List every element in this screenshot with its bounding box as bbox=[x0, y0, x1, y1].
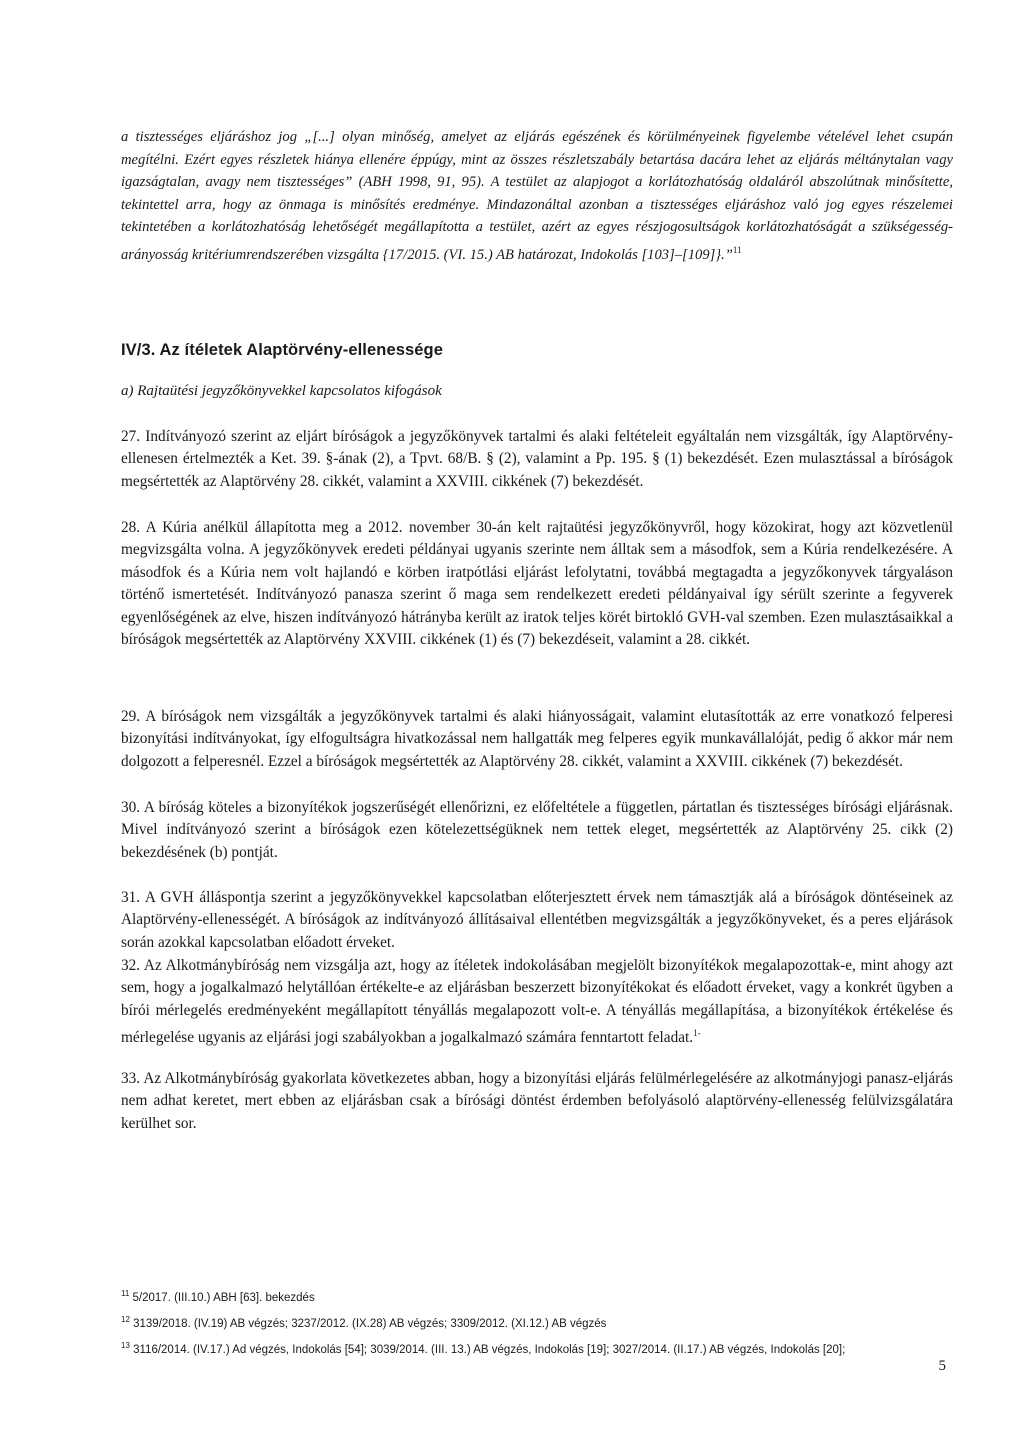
paragraph-31 bbox=[121, 887, 953, 954]
paragraph-number: 27. bbox=[121, 428, 141, 445]
footnote-mark: 12 bbox=[121, 1314, 130, 1324]
paragraph-number: 31. bbox=[121, 889, 141, 906]
quoted-passage bbox=[121, 126, 953, 266]
paragraph-number: 32. bbox=[121, 957, 141, 974]
footnotes bbox=[121, 1283, 953, 1360]
footnote-item: $^{11}$ 5/2017. (III.10.) ABH [63]. bekezdés bbox=[121, 1289, 315, 1304]
paragraph-30 bbox=[121, 797, 953, 864]
paragraph-29 bbox=[121, 706, 953, 773]
paragraph-text: 33. Az Alkotmánybíróság gyakorlata következetes abban, hogy a bizonyítási eljárás felülmérlegelésére az alkotmányjogi panasz-eljárás nem adhat keretet, mert ebben az eljárásban csak a bírósági döntést érdemben befolyásoló alaptörvény-ellenesség felülvizsgálatára kerülhet sor. bbox=[121, 1070, 953, 1132]
paragraph-text: 27. Indítványozó szerint az eljárt bíróságok a jegyzőkönyvek tartalmi és alaki feltételeit egyáltalán nem vizsgálták, így Alaptörvény-ellenesen értelmezték a Ket. 39. §-ának (2), a Tpvt. 68/B. § (2), valamint a Pp. 195. § (1) bekezdését. Ezen mulasztással a bíróságok megsértették az Alaptörvény 28. cikkét, valamint a XXVIII. cikkének (7) bekezdését. bbox=[121, 428, 953, 490]
paragraph-text: 31. A GVH álláspontja szerint a jegyzőkönyvekkel kapcsolatban előterjesztett érvek nem támasztják alá a bíróságok döntéseinek az Alaptörvény-ellenességét. A bíróságok az indítványozó állításaival ellentétben megvizsgálták a jegyzőkönyveket, és a peres eljárások során azokkal kapcsolatban előadott érveket. bbox=[121, 889, 953, 951]
footnote-reference: 11 bbox=[732, 244, 742, 255]
paragraph-number: 29. bbox=[121, 708, 141, 725]
page-number: 5 bbox=[938, 1358, 946, 1374]
paragraph-text: 28. A Kúria anélkül állapította meg a 2012. november 30-án kelt rajtaütési jegyzőkönyvről, hogy közokirat, hogy azt közvetlenül megvizsgálta volna. A jegyzőkönyvek eredeti példányai ugyanis szerinte nem álltak sem a másodfok, sem a Kúria rendelkezésére. A másodfok és a Kúria nem volt hajlandó e körben iratpótlási eljárást lefolytatni, továbbá megtagadta a jegyzőkonyvek tárgyaláson történő ismertetését. Indítványozó panasza szerint ő maga sem rendelkezett eredeti példányaival így sérült szerinte a fegyverek egyenlőségének az elve, hiszen indítványozó hátrányba került az iratok teljes körét birtokló GVH-val szemben. Ezen mulasztásaikkal a bíróságok megsértették az Alaptörvény XXVIII. cikkének (1) és (7) bekezdéseit, valamint a 28. cikkét. bbox=[121, 519, 954, 649]
footnote-mark: 13 bbox=[121, 1340, 130, 1350]
footnote-item: $^{13}$ 3116/2014. (IV.17.) Ad végzés, Indokolás [54]; 3039/2014. (III. 13.) AB végzés, Indokolás [19]; 3027/2014. (II.17.) AB végzés, Indokolás [20]; bbox=[121, 1340, 846, 1356]
footnote-reference: 1- bbox=[693, 1028, 701, 1039]
section-heading: IV/3. Az ítéletek Alaptörvény-ellenessége bbox=[121, 341, 444, 359]
subsection-heading: a) Rajtaütési jegyzőkönyvekkel kapcsolatos kifogások bbox=[121, 383, 442, 399]
quote-text: a tisztességes eljáráshoz jog „[...] olyan minőség, amelyet az eljárás egészének és körülményeinek figyelembe vételével lehet csupán megítélni. Ezért egyes részletek hiánya ellenére éppúgy, mint az összes részletszabály betartása dacára lehet az eljárás méltánytalan vagy igazságtalan, avagy nem tisztességes” (ABH 1998, 91, 95). A testület az alapjogot a korlátozhatóság oldaláról abszolútnak minősítette, tekintettel arra, hogy az önmaga is minősítés eredménye. Mindazonáltal azonban a tisztességes eljáráshoz való jog egyes részelemei tekintetében a korlátozhatóság lehetőségét megállapította a testület, azért az egyes részjogosultságok korlátozhatóságát a szükségesség-arányosság kritériumrendszerében vizsgálta {17/2015. (VI. 15.) AB határozat, Indokolás [103]–[109]}.” bbox=[121, 129, 953, 263]
paragraph-number: 30. bbox=[121, 799, 141, 816]
paragraph-32 bbox=[121, 955, 953, 1050]
paragraph-text: 32. Az Alkotmánybíróság nem vizsgálja azt, hogy az ítéletek indokolásában megjelölt bizonyítékok megalapozottak-e, mint ahogy azt sem, hogy a jogalkalmazó helytállóan értékelte-e az eljárásban beszerzett bizonyítékokat és előadott érveket, vagy a konkrét ügyben a bírói mérlegelés eredményeként megállapított tényállás megalapozott volt-e. A tényállás megállapítása, a bizonyítékok értékelése és mérlegelése ugyanis az eljárási jogi szabályokban a jogalkalmazó számára fenntartott feladat.$^{1-}$ bbox=[121, 957, 953, 1047]
paragraph-number: 28. bbox=[121, 519, 141, 536]
paragraph-text: 30. A bíróság köteles a bizonyítékok jogszerűségét ellenőrizni, ez előfeltétele a független, pártatlan és tisztességes bírósági eljárásnak. Mivel indítványozó szerint a bíróságok ezen kötelezettségüknek nem tettek eleget, megsértették az Alaptörvény 25. cikk (2) bekezdésének (b) pontját. bbox=[121, 799, 953, 861]
paragraph-number: 33. bbox=[121, 1070, 141, 1087]
footnote-item: $^{12}$ 3139/2018. (IV.19) AB végzés; 3237/2012. (IX.28) AB végzés; 3309/2012. (XI.12.) AB végzés bbox=[121, 1314, 607, 1330]
paragraph-33 bbox=[121, 1068, 953, 1135]
paragraph-27 bbox=[121, 426, 953, 493]
paragraph-text: 29. A bíróságok nem vizsgálták a jegyzőkönyvek tartalmi és alaki hiányosságait, valamint elutasították az erre vonatkozó felperesi bizonyítási indítványokat, így elfogultságra hivatkozással nem hallgatták meg felperes egyik munkavállalóját, pedig ő akkor már nem dolgozott a felperesnél. Ezzel a bíróságok megsértették az Alaptörvény 28. cikkét, valamint a XXVIII. cikkének (7) bekezdését. bbox=[121, 708, 953, 770]
footnote-mark: 11 bbox=[121, 1289, 130, 1298]
paragraph-28 bbox=[121, 517, 953, 651]
